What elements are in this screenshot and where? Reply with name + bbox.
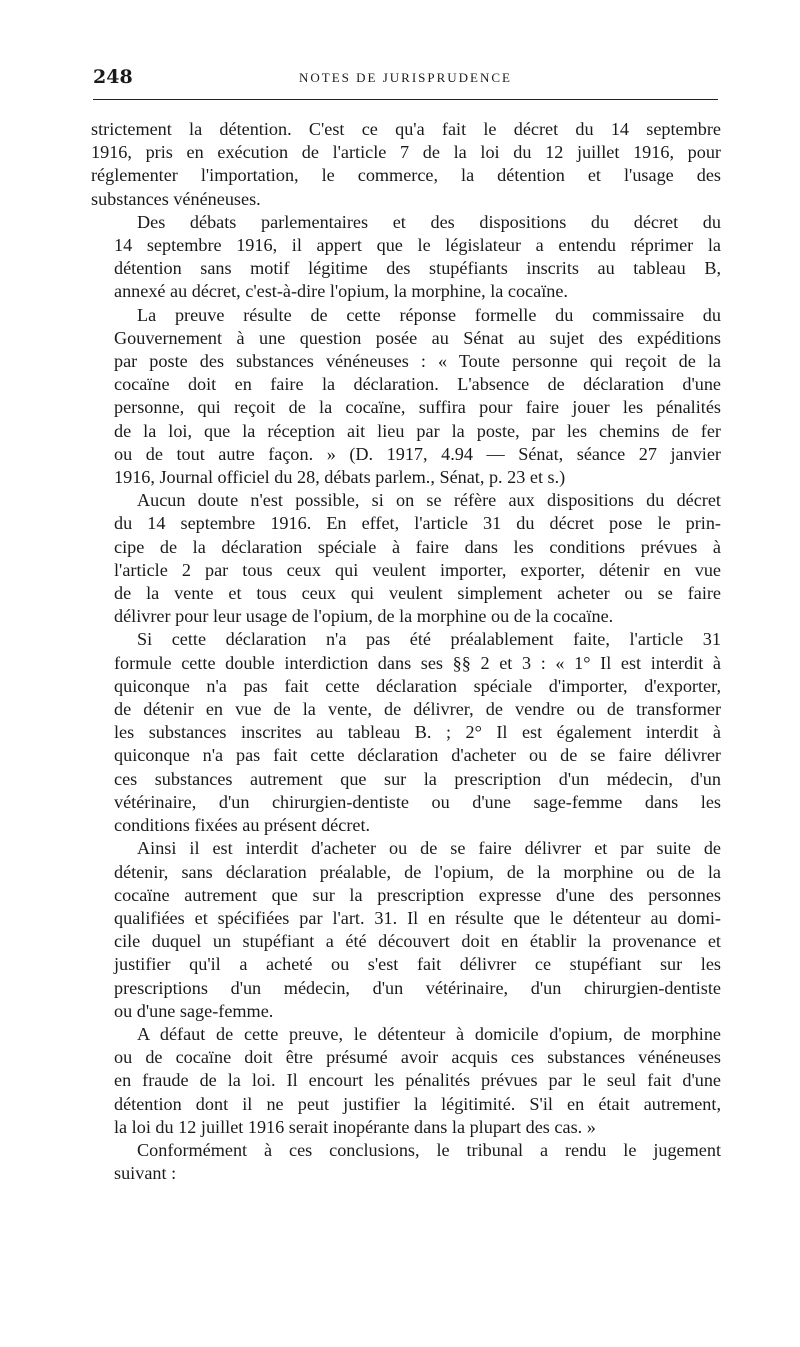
text-line: de la loi, que la réception ait lieu par la poste, par les chemins de fer xyxy=(114,420,721,441)
paragraph xyxy=(91,1139,721,1185)
paragraph xyxy=(91,489,721,628)
text-line: suivant : xyxy=(114,1163,177,1184)
text-line: détenir, sans déclaration préalable, de l'opium, de la morphine ou de la xyxy=(114,861,721,882)
paragraph xyxy=(91,628,721,837)
running-title: NOTES DE JURISPRUDENCE xyxy=(298,70,512,85)
text-line: La preuve résulte de cette réponse formelle du commissaire du xyxy=(137,304,721,325)
text-line: la loi du 12 juillet 1916 serait inopérante dans la plupart des cas. » xyxy=(114,1116,596,1137)
text-line: ces substances autrement que sur la prescription d'un médecin, d'un xyxy=(114,768,721,789)
text-line: les substances inscrites au tableau B. ; 2° Il est également interdit à xyxy=(114,722,721,743)
paragraph xyxy=(91,304,721,490)
body-text xyxy=(91,118,721,1185)
text-line: délivrer pour leur usage de l'opium, de la morphine ou de la cocaïne. xyxy=(114,606,614,627)
text-line: qualifiées et spécifiées par l'art. 31. Il en résulte que le détenteur au domi- xyxy=(114,907,721,928)
text-line: ou de tout autre façon. » (D. 1917, 4.94 — Sénat, séance 27 janvier xyxy=(114,443,721,464)
paragraph xyxy=(91,1023,721,1139)
text-line: A défaut de cette preuve, le détenteur à domicile d'opium, de morphine xyxy=(137,1023,721,1044)
text-line: strictement la détention. C'est ce qu'a fait le décret du 14 septembre xyxy=(91,119,721,139)
paragraph xyxy=(91,118,721,211)
text-line: 1916, Journal officiel du 28, débats parlem., Sénat, p. 23 et s.) xyxy=(114,467,566,488)
text-line: annexé au décret, c'est-à-dire l'opium, la morphine, la cocaïne. xyxy=(114,281,568,302)
text-line: formule cette double interdiction dans ses §§ 2 et 3 : « 1° Il est interdit à xyxy=(114,652,721,673)
text-line: cocaïne autrement que sur la prescription expresse d'une des personnes xyxy=(114,884,721,905)
text-line: ou d'une sage-femme. xyxy=(114,1000,274,1021)
paragraph xyxy=(91,211,721,304)
header-divider xyxy=(93,99,718,100)
text-line: Conformément à ces conclusions, le tribunal a rendu le jugement xyxy=(137,1139,721,1160)
text-line: vétérinaire, d'un chirurgien-dentiste ou d'une sage-femme dans les xyxy=(114,791,721,812)
text-line: quiconque n'a pas fait cette déclaration d'acheter ou de se faire délivrer xyxy=(114,745,721,766)
text-line: de la vente et tous ceux qui veulent simplement acheter ou se faire xyxy=(114,583,721,604)
text-line: cocaïne doit en faire la déclaration. L'absence de déclaration d'une xyxy=(114,374,721,395)
text-line: substances vénéneuses. xyxy=(91,188,261,209)
text-line: réglementer l'importation, le commerce, la détention et l'usage des xyxy=(91,165,721,186)
text-line: personne, qui reçoit de la cocaïne, suffira pour faire jouer les pénalités xyxy=(114,397,721,418)
text-line: quiconque n'a pas fait cette déclaration spéciale d'importer, d'exporter, xyxy=(114,675,721,696)
paragraph xyxy=(91,837,721,1023)
text-line: 1916, pris en exécution de l'article 7 de la loi du 12 juillet 1916, pour xyxy=(91,142,721,163)
text-line: conditions fixées au présent décret. xyxy=(114,815,371,836)
text-line: en fraude de la loi. Il encourt les pénalités prévues par le seul fait d'une xyxy=(114,1070,721,1091)
text-line: 14 septembre 1916, il appert que le législateur a entendu réprimer la xyxy=(114,235,721,256)
text-line: cile duquel un stupéfiant a été découvert doit en établir la provenance et xyxy=(114,931,721,952)
text-line: Gouvernement à une question posée au Sénat au sujet des expéditions xyxy=(114,327,721,348)
text-line: de détenir en vue de la vente, de délivrer, de vendre ou de transformer xyxy=(114,699,721,720)
text-line: Ainsi il est interdit d'acheter ou de se faire délivrer et par suite de xyxy=(137,838,721,859)
text-line: Des débats parlementaires et des dispositions du décret du xyxy=(137,211,721,232)
text-line: l'article 2 par tous ceux qui veulent importer, exporter, détenir en vue xyxy=(114,559,721,580)
text-line: prescriptions d'un médecin, d'un vétérinaire, d'un chirurgien-dentiste xyxy=(114,977,721,998)
text-line: du 14 septembre 1916. En effet, l'article 31 du décret pose le prin- xyxy=(114,513,721,534)
page-header xyxy=(93,66,718,94)
text-line: Aucun doute n'est possible, si on se réfère aux dispositions du décret xyxy=(137,490,721,511)
text-line: détention sans motif légitime des stupéfiants inscrits au tableau B, xyxy=(114,258,721,279)
text-line: Si cette déclaration n'a pas été préalablement faite, l'article 31 xyxy=(137,629,721,650)
text-line: par poste des substances vénéneuses : « Toute personne qui reçoit de la xyxy=(114,351,721,372)
text-line: cipe de la déclaration spéciale à faire dans les conditions prévues à xyxy=(114,536,721,557)
page-number: 248 xyxy=(93,66,133,88)
text-line: ou de cocaïne doit être présumé avoir acquis ces substances vénéneuses xyxy=(114,1047,721,1068)
text-line: détention dont il ne peut justifier la légitimité. S'il en était autrement, xyxy=(114,1093,721,1114)
text-line: justifier qu'il a acheté ou s'est fait délivrer ce stupéfiant sur les xyxy=(114,954,721,975)
